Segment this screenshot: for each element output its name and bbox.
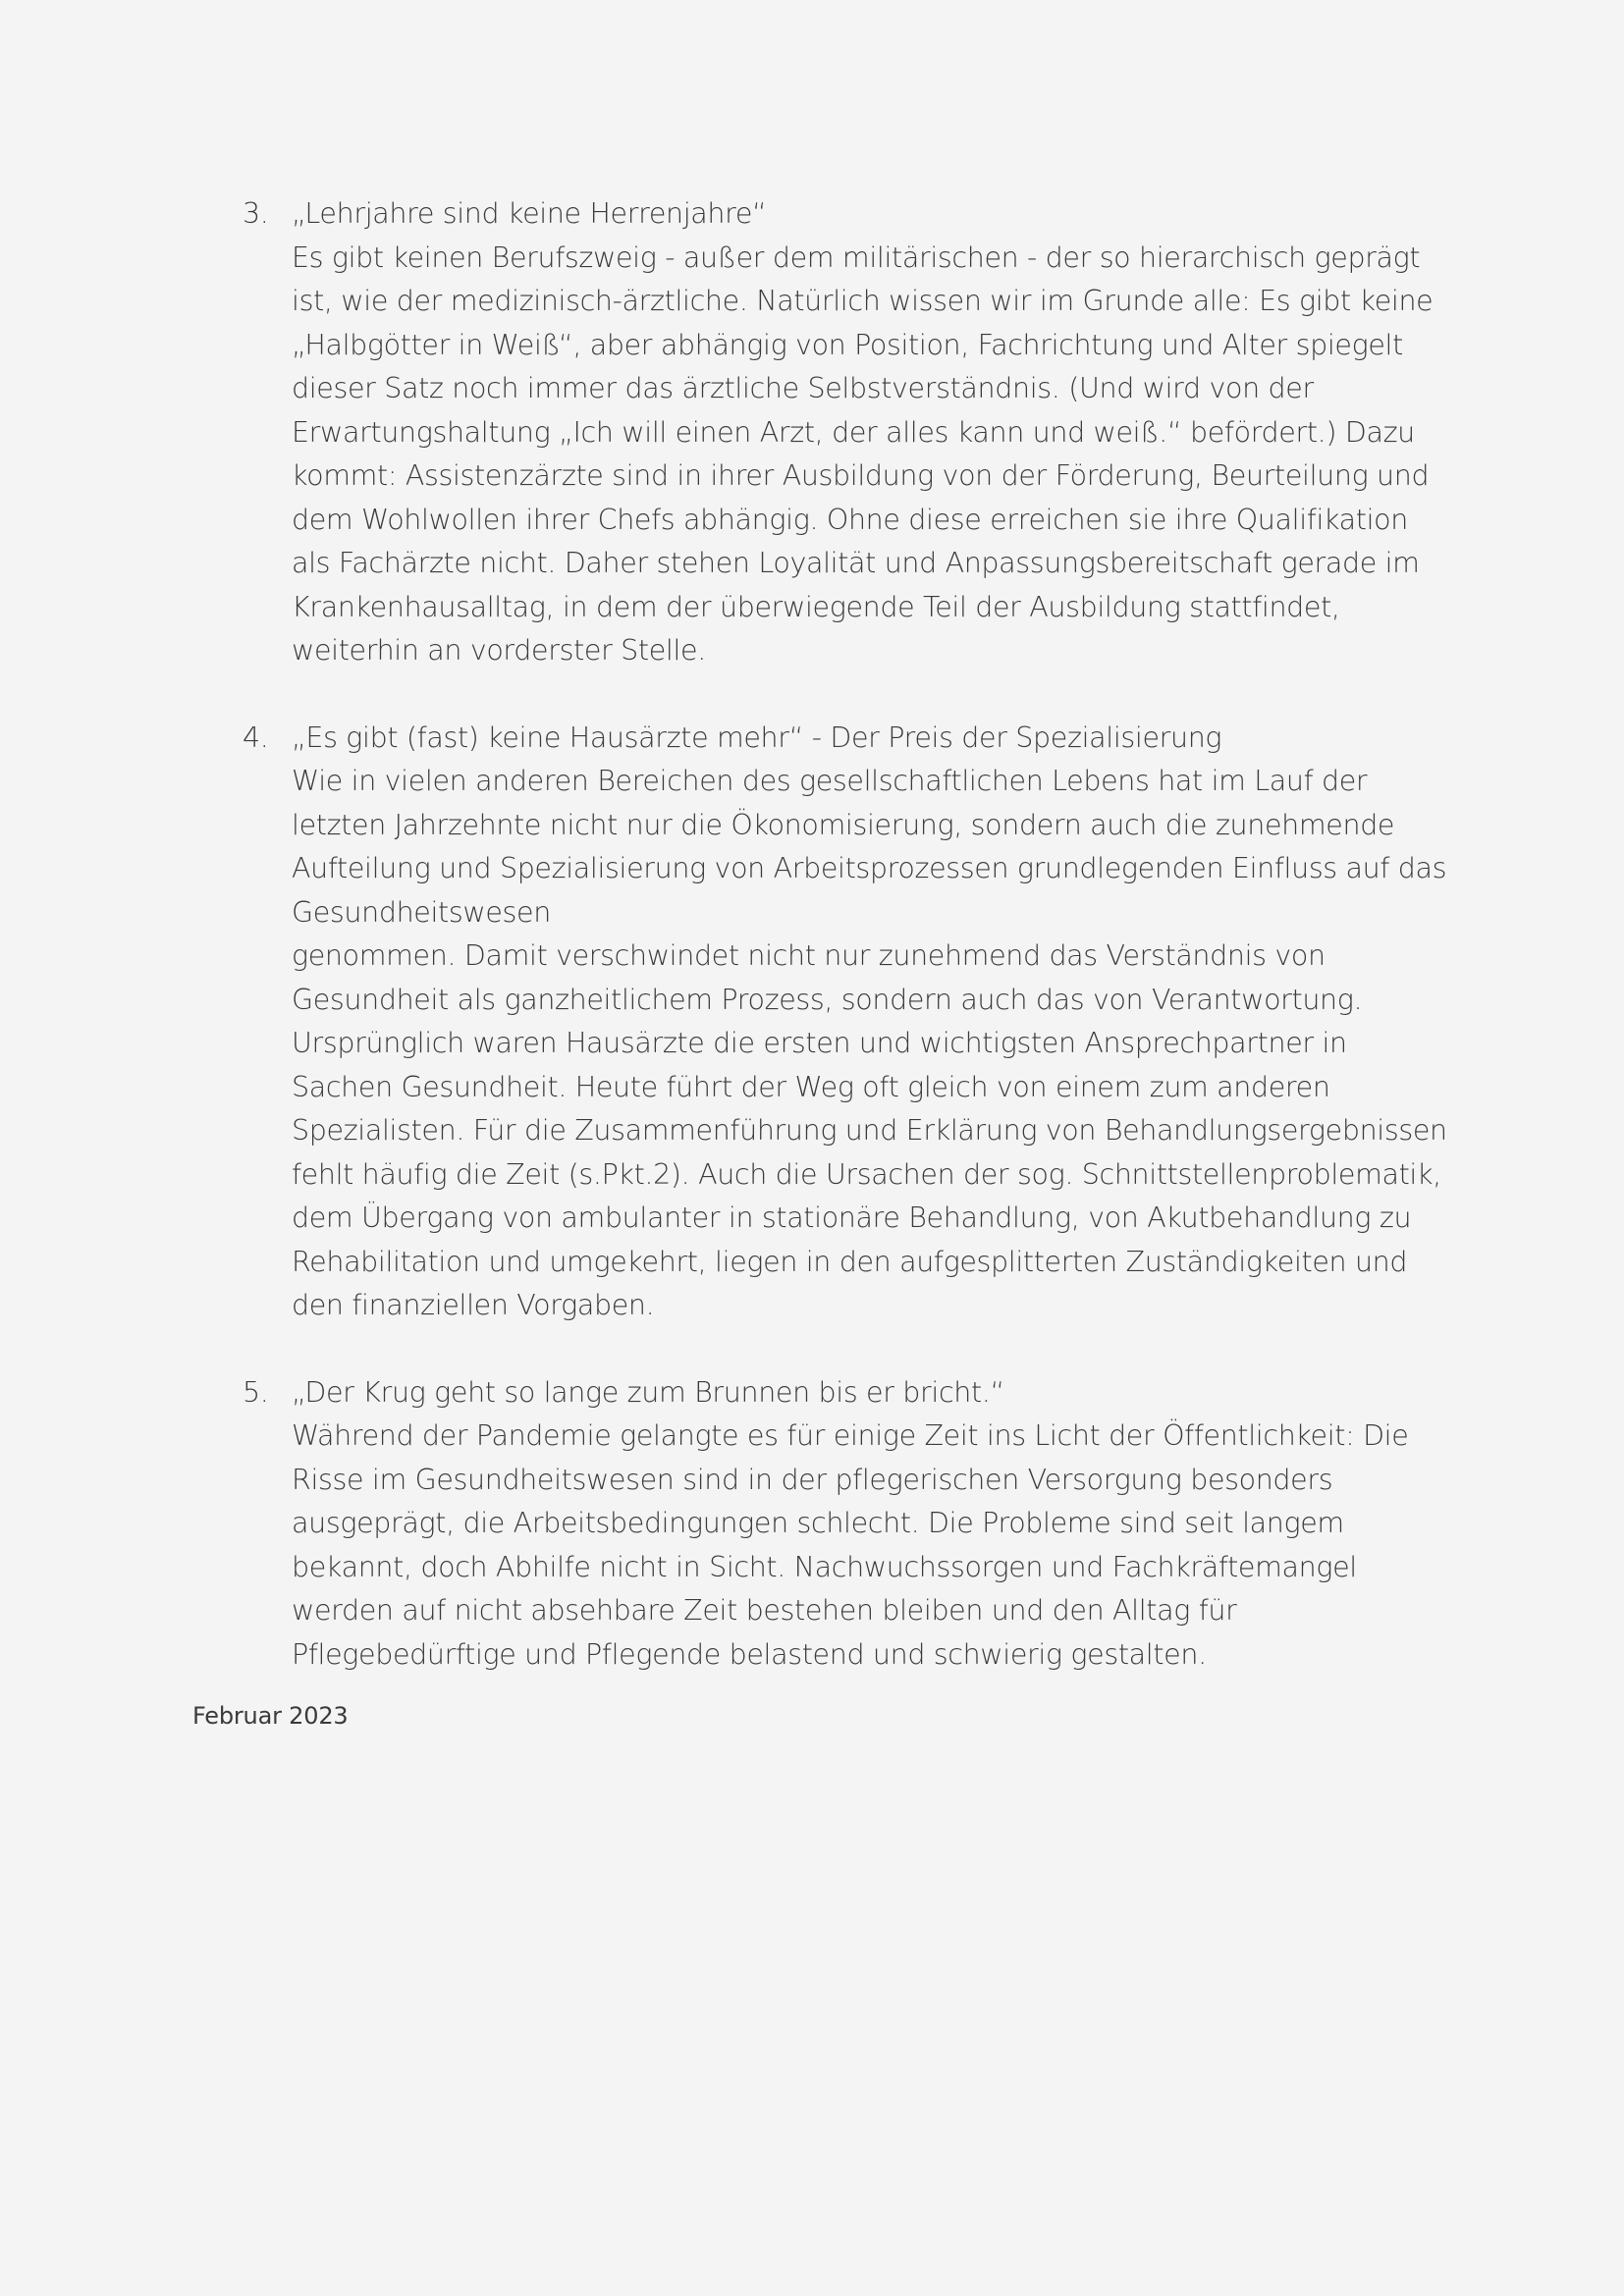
item-text-line: dieser Satz noch immer das ärztliche Selbstverständnis. (Und wird von der (292, 372, 1314, 404)
list-item-3 (243, 192, 1440, 673)
item-text-line: weiterhin an vorderster Stelle. (292, 634, 706, 667)
item-text-line: Gesundheitswesen (292, 895, 551, 929)
item-text-line: ist, wie der medizinisch-ärztliche. Natürlich wissen wir im Grunde alle: Es gibt keine (292, 285, 1434, 317)
item-text-line: bekannt, doch Abhilfe nicht in Sicht. Nachwuchssorgen und Fachkräftemangel (292, 1550, 1357, 1583)
item-text-line: den finanziellen Vorgaben. (292, 1289, 655, 1321)
item-text-line: dem Wohlwollen ihrer Chefs abhängig. Ohne diese erreichen sie ihre Qualifikation (292, 503, 1408, 536)
item-text-line: dem Übergang von ambulanter in stationäre Behandlung, von Akutbehandlung zu (292, 1201, 1412, 1234)
item-title: „Lehrjahre sind keine Herrenjahre“ (292, 197, 767, 230)
item-text-line: Pflegebedürftige und Pflegende belastend und schwierig gestalten. (292, 1637, 1207, 1671)
item-text-line: Während der Pandemie gelangte es für einige Zeit ins Licht der Öffentlichkeit: Die (292, 1419, 1409, 1452)
item-text-line: Wie in vielen anderen Bereichen des gesellschaftlichen Lebens hat im Lauf der (292, 765, 1368, 797)
item-number: 3. (243, 197, 269, 230)
item-text-line: Sachen Gesundheit. Heute führt der Weg oft gleich von einem zum anderen (292, 1070, 1330, 1103)
item-text-line: letzten Jahrzehnte nicht nur die Ökonomisierung, sondern auch die zunehmende (292, 808, 1395, 841)
item-text-line: Risse im Gesundheitswesen sind in der pflegerischen Versorgung besonders (292, 1463, 1333, 1496)
item-text-line: Es gibt keinen Berufszweig - außer dem militärischen - der so hierarchisch geprägt (292, 240, 1421, 274)
item-text-line: als Fachärzte nicht. Daher stehen Loyalität und Anpassungsbereitschaft gerade im (292, 547, 1420, 579)
item-text-line: Krankenhausalltag, in dem der überwiegende Teil der Ausbildung stattfindet, (292, 590, 1340, 623)
item-text-line: fehlt häufig die Zeit (s.Pkt.2). Auch die Ursachen der sog. Schnittstellenproblematik, (292, 1157, 1441, 1191)
item-text-line: genommen. Damit verschwindet nicht nur zunehmend das Verständnis von (292, 939, 1326, 972)
item-text-line: Aufteilung und Spezialisierung von Arbeitsprozessen grundlegenden Einfluss auf das (292, 852, 1447, 884)
list-item-4 (243, 717, 1447, 1328)
item-text-line: Gesundheit als ganzheitlichem Prozess, sondern auch das von Verantwortung. (292, 983, 1363, 1016)
numbered-list (243, 192, 1447, 1720)
item-text-line: werden auf nicht absehbare Zeit bestehen bleiben und den Alltag für (292, 1594, 1237, 1627)
item-number: 4. (243, 721, 269, 754)
item-title: „Der Krug geht so lange zum Brunnen bis er bricht.“ (292, 1375, 1004, 1409)
footer-date: Februar 2023 (192, 1702, 349, 1730)
item-number: 5. (243, 1375, 269, 1409)
item-text-line: ausgeprägt, die Arbeitsbedingungen schlecht. Die Probleme sind seit langem (292, 1507, 1344, 1539)
item-text-line: Rehabilitation und umgekehrt, liegen in den aufgesplitterten Zuständigkeiten und (292, 1245, 1408, 1278)
item-text-line: Ursprünglich waren Hausärzte die ersten und wichtigsten Ansprechpartner in (292, 1027, 1347, 1059)
item-text-line: Erwartungshaltung „Ich will einen Arzt, der alles kann und weiß.“ befördert.) Dazu (292, 415, 1415, 449)
item-title: „Es gibt (fast) keine Hausärzte mehr“ - Der Preis der Spezialisierung (292, 721, 1222, 754)
item-text-line: kommt: Assistenzärzte sind in ihrer Ausbildung von der Förderung, Beurteilung und (292, 459, 1430, 492)
list-item-5 (243, 1371, 1440, 1678)
item-text-line: Spezialisten. Für die Zusammenführung und Erklärung von Behandlungsergebnissen (292, 1114, 1447, 1147)
item-text-line: „Halbgötter in Weiß“, aber abhängig von Position, Fachrichtung und Alter spiegelt (292, 328, 1403, 361)
